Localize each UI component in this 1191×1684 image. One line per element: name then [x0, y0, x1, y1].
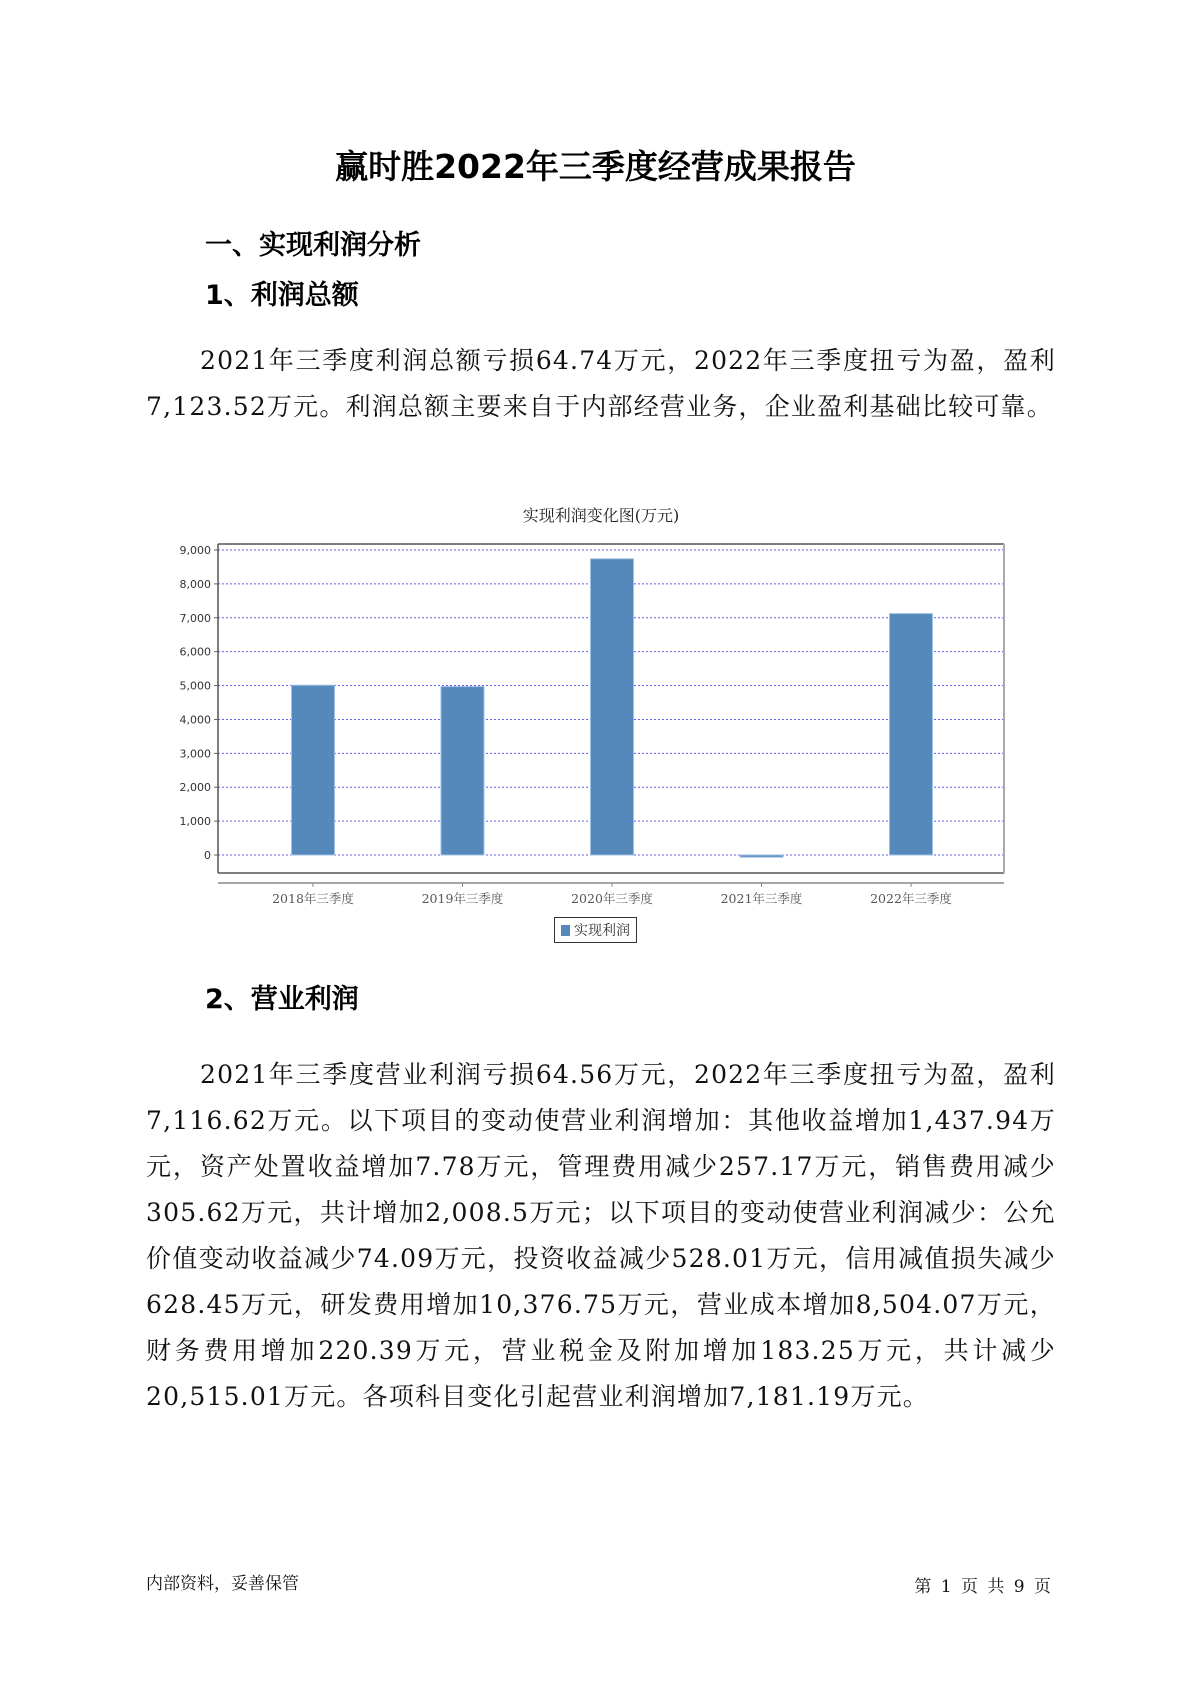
subsection-heading-total-profit: 1、利润总额 — [205, 280, 359, 311]
chart-legend — [554, 917, 637, 943]
footer-confidential-note: 内部资料，妥善保管 — [146, 1574, 299, 1594]
y-tick-label: 9,000 — [179, 544, 211, 557]
x-tick-label: 2021年三季度 — [720, 891, 803, 906]
footer-page-number: 第 1 页 共 9 页 — [914, 1577, 1051, 1597]
legend-swatch-icon — [561, 925, 570, 936]
profit-bar-chart — [150, 495, 1030, 955]
subsection-heading-operating-profit: 2、营业利润 — [205, 984, 359, 1015]
chart-title: 实现利润变化图(万元) — [522, 506, 680, 525]
y-tick-label: 2,000 — [179, 781, 211, 795]
y-tick-label: 0 — [204, 849, 211, 862]
chart-canvas — [150, 495, 1030, 955]
paragraph-total-profit: 2021年三季度利润总额亏损64.74万元，2022年三季度扭亏为盈，盈利7,123.52万元。利润总额主要来自于内部经营业务，企业盈利基础比较可靠。 — [146, 346, 1056, 421]
x-tick-label: 2019年三季度 — [421, 891, 504, 906]
x-tick-label: 2020年三季度 — [571, 891, 653, 906]
y-tick-label: 4,000 — [179, 713, 211, 727]
y-tick-label: 6,000 — [179, 645, 211, 659]
y-tick-label: 8,000 — [179, 577, 211, 591]
page-title: 赢时胜2022年三季度经营成果报告 — [335, 147, 856, 186]
y-tick-label: 7,000 — [179, 611, 211, 625]
y-tick-label: 3,000 — [179, 747, 211, 761]
x-tick-label: 2018年三季度 — [272, 891, 354, 906]
section-heading-profit-analysis: 一、实现利润分析 — [205, 230, 421, 261]
bar-2018年三季度 — [292, 685, 335, 855]
y-tick-label: 5,000 — [179, 679, 211, 693]
bar-2022年三季度 — [890, 614, 933, 855]
y-tick-label: 1,000 — [179, 815, 211, 829]
bar-2019年三季度 — [441, 687, 484, 855]
paragraph-operating-profit: 2021年三季度营业利润亏损64.56万元，2022年三季度扭亏为盈，盈利7,116.62万元。以下项目的变动使营业利润增加：其他收益增加1,437.94万元，资产处置收益增加7.78万元，管理费用减少257.17万元，销售费用减少305.62万元，共计增加2,008.5万元；以下项目的变动使营业利润减少：公允价值变动收益减少74.09万元，投资收益减少528.01万元，信用减值损失减少628.45万元，研发费用增加10,376.75万元，营业成本增加8,504.07万元，财务费用增加220.39万元，营业税金及附加增加183.25万元，共计减少20,515.01万元。各项科目变化引起营业利润增加7,181.19万元。 — [146, 1060, 1056, 1411]
x-tick-label: 2022年三季度 — [870, 891, 952, 906]
bar-2021年三季度 — [740, 855, 783, 857]
bar-2020年三季度 — [591, 559, 634, 855]
legend-label: 实现利润 — [574, 923, 630, 939]
